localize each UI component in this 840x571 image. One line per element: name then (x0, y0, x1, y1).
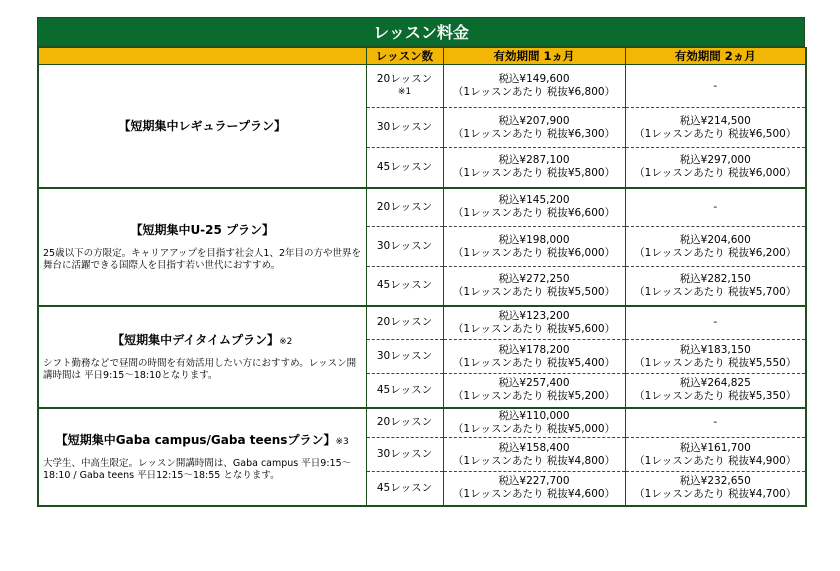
lesson-count-cell (366, 267, 443, 306)
two-month-per-lesson: （1レッスンあたり 税抜¥6,200） (634, 246, 797, 259)
two-month-price-cell (625, 306, 806, 340)
plan-cell (38, 188, 366, 306)
one-month-price: 税込¥207,900 (498, 114, 570, 127)
two-month-per-lesson: （1レッスンあたり 税抜¥5,700） (634, 285, 797, 298)
plan-note-mark: ※3 (335, 436, 349, 447)
two-month-per-lesson: （1レッスンあたり 税抜¥4,900） (634, 454, 797, 467)
two-month-price: 税込¥214,500 (679, 114, 751, 127)
one-month-price: 税込¥287,100 (498, 154, 570, 167)
plan-description: シフト勤務などで昼間の時間を有効活用したい方におすすめ。レッスン開講時間は 平日9:15〜18:10となります。 (43, 357, 357, 381)
plan-name (43, 331, 362, 348)
one-month-price: 税込¥158,400 (498, 441, 570, 454)
lesson-count-cell (366, 374, 443, 408)
two-month-per-lesson: （1レッスンあたり 税抜¥6,000） (634, 167, 797, 180)
lesson-count-cell (366, 306, 443, 340)
one-month-per-lesson: （1レッスンあたり 税抜¥6,600） (452, 207, 616, 220)
table-row (38, 65, 806, 108)
table-row (38, 188, 806, 227)
header-plan (38, 48, 366, 65)
one-month-per-lesson: （1レッスンあたり 税抜¥6,000） (452, 246, 616, 259)
two-month-price-cell (625, 108, 806, 148)
plan-name-text: 【短期集中U-25 プラン】 (130, 222, 275, 237)
two-month-price: 税込¥183,150 (679, 343, 751, 356)
two-month-price-cell (625, 374, 806, 408)
lesson-count: 20レッスン (376, 416, 433, 429)
two-month-price: - (713, 200, 718, 213)
lesson-count-cell (366, 188, 443, 227)
one-month-price-cell (443, 340, 625, 374)
one-month-price: 税込¥110,000 (498, 409, 570, 422)
lesson-count: 30レッスン (376, 240, 433, 252)
one-month-price-cell (443, 306, 625, 340)
lesson-count-cell (366, 472, 443, 506)
two-month-per-lesson: （1レッスンあたり 税抜¥5,550） (634, 356, 797, 369)
two-month-price: 税込¥204,600 (679, 233, 751, 246)
one-month-price: 税込¥123,200 (498, 309, 570, 322)
header-one-month: 有効期間 1ヵ月 (443, 48, 625, 65)
one-month-price-cell (443, 148, 625, 188)
two-month-price: 税込¥232,650 (679, 475, 751, 488)
lesson-count: 45レッスン (376, 481, 433, 494)
lesson-count-cell (366, 108, 443, 148)
one-month-price-cell (443, 65, 625, 108)
one-month-price: 税込¥198,000 (498, 233, 570, 246)
one-month-price: 税込¥145,200 (498, 194, 570, 207)
two-month-price: 税込¥297,000 (679, 154, 751, 167)
two-month-price-cell (625, 148, 806, 188)
lesson-count: 45レッスン (376, 279, 433, 292)
plan-name (43, 431, 362, 448)
price-table-container (37, 17, 805, 507)
one-month-price-cell (443, 374, 625, 408)
two-month-per-lesson: （1レッスンあたり 税抜¥6,500） (634, 127, 797, 140)
two-month-price-cell (625, 267, 806, 306)
price-table (37, 47, 807, 507)
one-month-per-lesson: （1レッスンあたり 税抜¥5,200） (452, 390, 616, 403)
one-month-price-cell (443, 108, 625, 148)
two-month-price-cell (625, 472, 806, 506)
lesson-count-cell (366, 65, 443, 108)
two-month-price-cell (625, 438, 806, 472)
one-month-price: 税込¥257,400 (498, 377, 570, 390)
one-month-per-lesson: （1レッスンあたり 税抜¥5,600） (452, 322, 616, 335)
two-month-price: - (713, 416, 718, 429)
one-month-price-cell (443, 227, 625, 267)
two-month-price: 税込¥264,825 (679, 377, 751, 390)
lesson-count: 30レッスン (376, 448, 433, 460)
one-month-price: 税込¥272,250 (498, 272, 570, 285)
one-month-per-lesson: （1レッスンあたり 税抜¥4,600） (452, 488, 616, 501)
one-month-price: 税込¥178,200 (498, 343, 570, 356)
one-month-price: 税込¥227,700 (498, 475, 570, 488)
header-lesson-count: レッスン数 (366, 48, 443, 65)
plan-note-mark: ※2 (279, 336, 293, 347)
lesson-count: 20レッスン (376, 73, 433, 85)
two-month-per-lesson: （1レッスンあたり 税抜¥4,700） (634, 488, 797, 501)
lesson-count-cell (366, 340, 443, 374)
header-row (38, 48, 806, 65)
two-month-price: - (713, 316, 718, 329)
lesson-count-cell (366, 438, 443, 472)
lesson-count-note: ※1 (397, 87, 412, 97)
one-month-per-lesson: （1レッスンあたり 税抜¥5,000） (452, 422, 616, 435)
one-month-per-lesson: （1レッスンあたり 税抜¥6,800） (452, 86, 616, 98)
one-month-price-cell (443, 438, 625, 472)
lesson-count-cell (366, 148, 443, 188)
one-month-per-lesson: （1レッスンあたり 税抜¥5,500） (452, 285, 616, 298)
lesson-count: 20レッスン (376, 200, 433, 213)
lesson-count-cell (366, 408, 443, 438)
lesson-count: 20レッスン (376, 316, 433, 329)
one-month-price: 税込¥149,600 (498, 73, 570, 85)
two-month-price-cell (625, 65, 806, 108)
lesson-count: 45レッスン (376, 160, 433, 173)
one-month-price-cell (443, 472, 625, 506)
one-month-price-cell (443, 188, 625, 227)
two-month-price: - (713, 79, 718, 92)
one-month-per-lesson: （1レッスンあたり 税抜¥4,800） (452, 454, 616, 467)
one-month-per-lesson: （1レッスンあたり 税抜¥5,400） (452, 356, 616, 369)
one-month-price-cell (443, 267, 625, 306)
lesson-count: 30レッスン (376, 121, 433, 133)
two-month-price-cell (625, 227, 806, 267)
two-month-price-cell (625, 340, 806, 374)
plan-cell (38, 408, 366, 506)
two-month-price-cell (625, 408, 806, 438)
plan-name-text: 【短期集中Gaba campus/Gaba teensプラン】 (55, 432, 336, 447)
plan-description: 大学生、中高生限定。レッスン開講時間は、Gaba campus 平日9:15〜18:10 / Gaba teens 平日12:15〜18:55 となります。 (43, 457, 352, 481)
lesson-count: 45レッスン (376, 383, 433, 396)
plan-name (43, 221, 362, 238)
table-title: レッスン料金 (37, 17, 805, 47)
lesson-count-cell (366, 227, 443, 267)
one-month-per-lesson: （1レッスンあたり 税抜¥6,300） (452, 127, 616, 140)
plan-name-text: 【短期集中デイタイムプラン】 (112, 332, 280, 347)
plan-cell (38, 65, 366, 188)
one-month-price-cell (443, 408, 625, 438)
plan-name-text: 【短期集中レギュラープラン】 (118, 119, 286, 134)
header-two-month: 有効期間 2ヵ月 (625, 48, 806, 65)
two-month-price: 税込¥161,700 (679, 441, 751, 454)
plan-cell (38, 306, 366, 408)
two-month-per-lesson: （1レッスンあたり 税抜¥5,350） (634, 390, 797, 403)
two-month-price-cell (625, 188, 806, 227)
plan-description: 25歳以下の方限定。キャリアアップを目指す社会人1、2年目の方や世界を舞台に活躍できる国際人を目指す若い世代におすすめ。 (43, 247, 362, 271)
plan-name (43, 117, 362, 134)
table-row (38, 306, 806, 340)
one-month-per-lesson: （1レッスンあたり 税抜¥5,800） (452, 167, 616, 180)
two-month-price: 税込¥282,150 (679, 272, 751, 285)
table-row (38, 408, 806, 438)
lesson-count: 30レッスン (376, 350, 433, 362)
